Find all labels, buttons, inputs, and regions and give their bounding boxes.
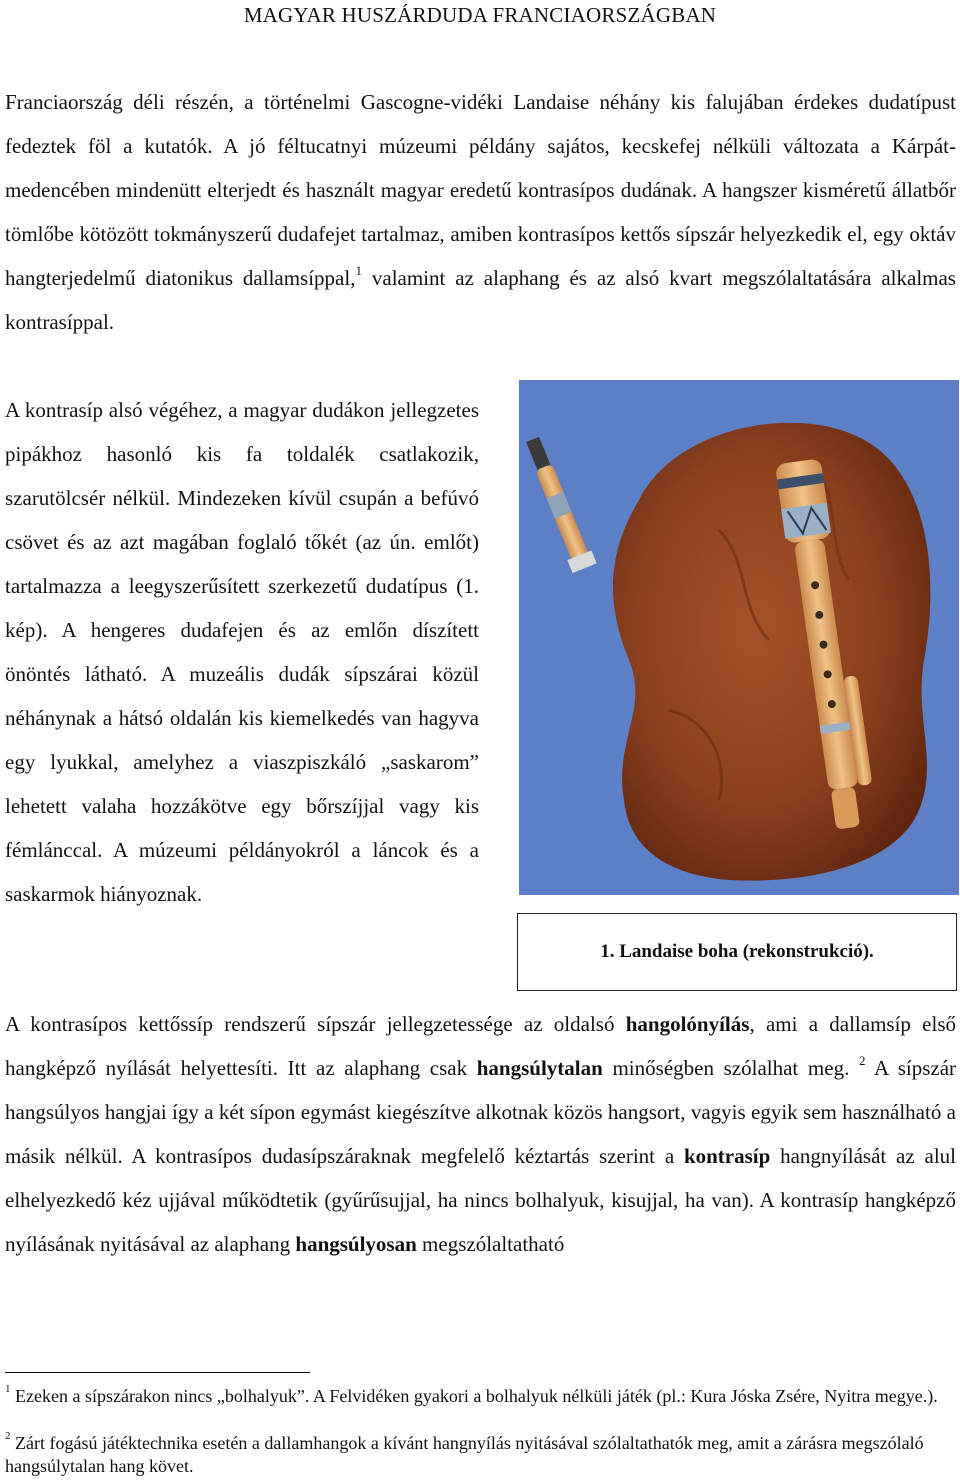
bagpipe-photo [519, 380, 959, 895]
footnote-divider [5, 1372, 310, 1373]
paragraph-intro-text-end: valamint az alaphang és az alsó kvart megszólaltatására alkalmas kontrasíppal. [5, 266, 956, 334]
footnote-1-text: Ezeken a sípszárakon nincs „bolhalyuk”. A Felvidéken gyakori a bolhalyuk nélküli játék (pl.: Kura Jóska Zsére, Nyitra megye.). [10, 1386, 938, 1406]
technique-text-3: minőségben szólalhat meg. [602, 1056, 850, 1080]
term-hangsulytalan: hangsúlytalan [476, 1056, 603, 1080]
footnote-ref-1[interactable]: 1 [355, 263, 362, 278]
footnote-2-number: 2 [5, 1430, 11, 1442]
page-title: MAGYAR HUSZÁRDUDA FRANCIAORSZÁGBAN [243, 3, 717, 27]
technique-text-5: hangnyílását az alul elhelyezkedő kéz ujjával működtetik (gyűrűsujjal, ha nincs bolhalyuk, kisujjal, ha van). A kontrasíp hangképző nyílásának nyitásával az alaphang [5, 1144, 956, 1256]
paragraph-intro-text: Franciaország déli részén, a történelmi Gascogne-vidéki Landaise néhány kis falujában érdekes dudatípust fedeztek föl a kutatók. A jó féltucatnyi múzeumi példány sajátos, kecskefej nélküli változata a Kárpát-medencében mindenütt elterjedt és használt magyar eredetű kontrasípos dudának. A hangszer kisméretű állatbőr tömlőbe kötözött tokmányszerű dudafejet tartalmaz, amiben kontrasípos kettős sípszár helyezkedik el, egy oktáv hangterjedelmű diatonikus dallamsíppal, [5, 90, 956, 290]
footnote-2 [5, 1432, 955, 1478]
footnote-1-number: 1 [5, 1383, 11, 1395]
footnote-1 [5, 1385, 955, 1408]
term-kontrasip: kontrasíp [683, 1144, 771, 1168]
blowpipe [520, 434, 596, 573]
leather-bag [613, 423, 930, 881]
paragraph-description: A kontrasíp alsó végéhez, a magyar dudákon jellegzetes pipákhoz hasonló kis fa toldalék csatlakozik, szarutölcsér nélkül. Mindezeken kívül csupán a befúvó csövet és az azt magában foglaló tőkét (az ún. emlőt) tartalmazza a leegyszerűsített szerkezetű dudatípus (1. kép). A hengeres dudafejen és az emlőn díszített önöntés látható. A muzeális dudák sípszárai közül néhánynak a hátsó oldalán kis kiemelkedés van hagyva egy lyukkal, amelyhez a viaszpiszkáló „saskarom” lehetett valaha hozzákötve egy bőrszíjjal vagy kis fémlánccal. A múzeumi példányokról a láncok és a saskarmok hiányoznak. [5, 398, 479, 906]
bagpipe-illustration [519, 380, 959, 895]
technique-text-2: , ami a dallamsíp első hangképző nyílását helyettesíti. Itt az alaphang csak [5, 1012, 956, 1080]
technique-text-4: A sípszár hangsúlyos hangjai így a két sípon egymást kiegészítve alkotnak közös hangsort, vagyis egyik sem használható a másik nélkül. A kontrasípos dudasípszáraknak megfelelő kéztartás szerint a [5, 1056, 957, 1168]
figure-caption: 1. Landaise boha (rekonstrukció). [517, 913, 957, 991]
technique-text-6: megszólaltatható [416, 1232, 565, 1256]
paragraph-intro [5, 80, 956, 344]
term-hangsulyosan: hangsúlyosan [295, 1232, 417, 1256]
term-hangolonyilas: hangolónyílás [625, 1012, 750, 1036]
footnote-2-text: Zárt fogású játéktechnika esetén a dallamhangok a kívánt hangnyílás nyitásával szólaltathatók meg, amit a zárásra megszólaló hangsúlytalan hang követ. [5, 1433, 924, 1476]
footnote-ref-2[interactable]: 2 [859, 1053, 866, 1068]
paragraph-technique [5, 1002, 956, 1266]
technique-text-1: A kontrasípos kettőssíp rendszerű sípszár jellegzetessége az oldalsó [5, 1012, 626, 1036]
